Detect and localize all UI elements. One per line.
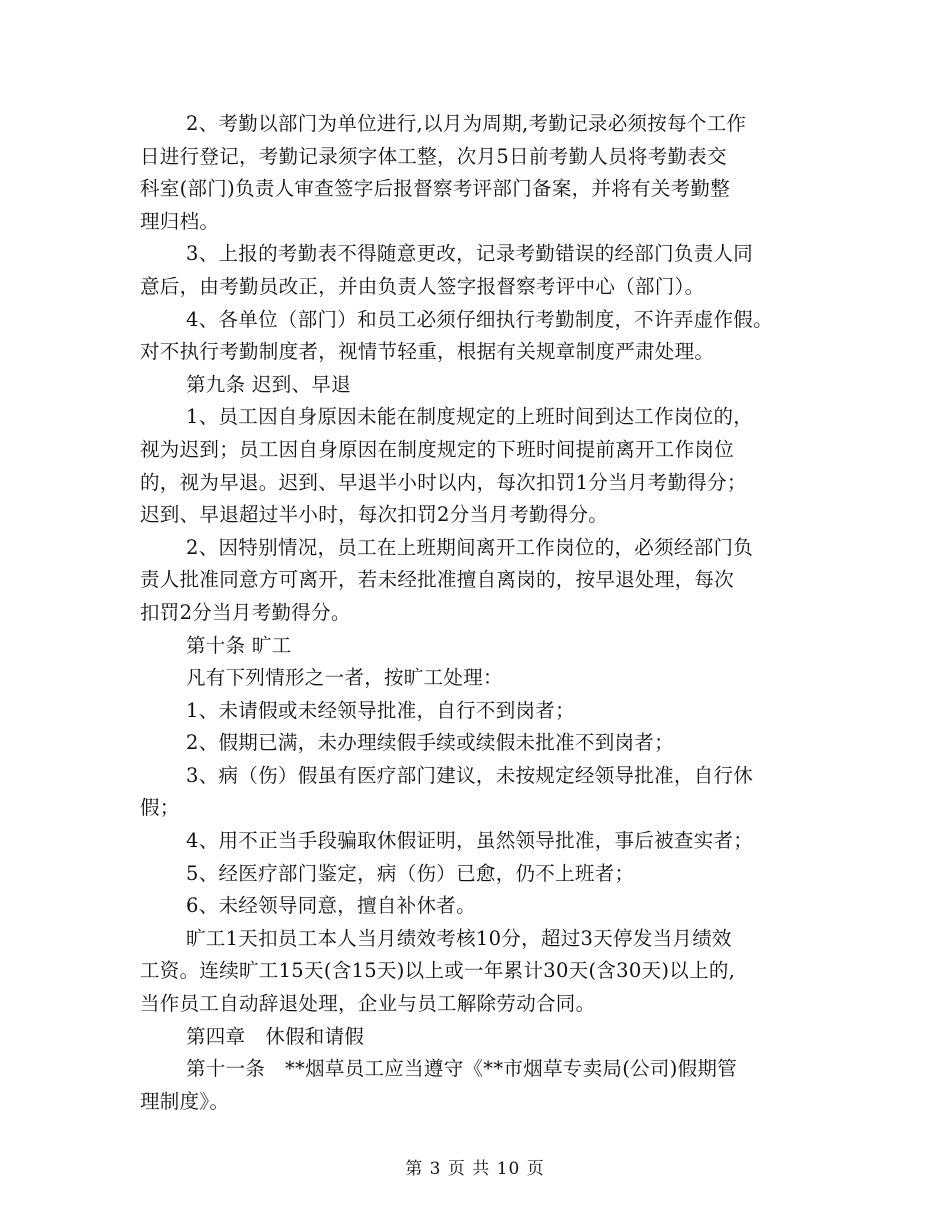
text-line: 旷工1天扣员工本人当月绩效考核10分，超过3天停发当月绩效 [186, 926, 732, 950]
text-line: 理归档。 [140, 209, 220, 233]
text-line: 责人批准同意方可离开，若未经批准擅自离岗的，按早退处理，每次 [140, 568, 735, 592]
text-line: 6、未经领导同意，擅自补休者。 [186, 894, 476, 918]
text-line: 第四章 休假和请假 [186, 1024, 365, 1048]
text-line: 假； [140, 796, 180, 820]
text-line: 2、假期已满，未办理续假手续或续假未批准不到岗者； [186, 731, 674, 755]
text-line: 科室(部门)负责人审查签字后报督察考评部门备案，并将有关考勤整 [140, 177, 731, 201]
text-line: 4、各单位（部门）和员工必须仔细执行考勤制度，不许弄虚作假。 [186, 307, 773, 331]
text-line: 2、考勤以部门为单位进行,以月为周期,考勤记录必须按每个工作 [186, 112, 747, 135]
text-line: 4、用不正当手段骗取休假证明，虽然领导批准，事后被查实者； [186, 829, 754, 853]
text-line: 意后，由考勤员改正，并由负责人签字报督察考评中心（部门）。 [140, 274, 705, 298]
document-body [140, 108, 820, 1118]
text-line: 视为迟到；员工因自身原因在制度规定的下班时间提前离开工作岗位 [140, 437, 735, 461]
text-line: 第十条 旷工 [186, 633, 292, 657]
text-line: 理制度》。 [140, 1089, 230, 1113]
text-line: 3、上报的考勤表不得随意更改，记录考勤错误的经部门负责人同 [186, 242, 754, 266]
text-line: 3、病（伤）假虽有医疗部门建议，未按规定经领导批准，自行休 [186, 763, 754, 787]
text-line: 对不执行考勤制度者，视情节轻重，根据有关规章制度严肃处理。 [140, 340, 715, 364]
text-line: 1、未请假或未经领导批准，自行不到岗者； [186, 698, 575, 722]
text-line: 的，视为早退。迟到、早退半小时以内，每次扣罚1分当月考勤得分； [140, 470, 747, 494]
text-line: 日进行登记，考勤记录须字体工整，次月5日前考勤人员将考勤表交 [140, 144, 727, 168]
text-line: 第九条 迟到、早退 [186, 372, 351, 396]
text-line: 1、员工因自身原因未能在制度规定的上班时间到达工作岗位的， [186, 405, 754, 429]
text-line: 工资。连续旷工15天(含15天)以上或一年累计30天(含30天)以上的, [140, 959, 736, 983]
text-line: 2、因特别情况，员工在上班期间离开工作岗位的，必须经部门负 [186, 535, 754, 559]
text-line: 凡有下列情形之一者，按旷工处理： [186, 666, 503, 690]
text-line: 第十一条 **烟草员工应当遵守《**市烟草专卖局(公司)假期管 [186, 1057, 738, 1081]
page-number-footer: 第 3 页 共 10 页 [405, 1159, 545, 1179]
text-line: 5、经医疗部门鉴定，病（伤）已愈，仍不上班者； [186, 861, 635, 885]
text-line: 迟到、早退超过半小时，每次扣罚2分当月考勤得分。 [140, 503, 609, 527]
text-line: 扣罚2分当月考勤得分。 [140, 600, 351, 624]
text-line: 当作员工自动辞退处理，企业与员工解除劳动合同。 [140, 992, 596, 1016]
